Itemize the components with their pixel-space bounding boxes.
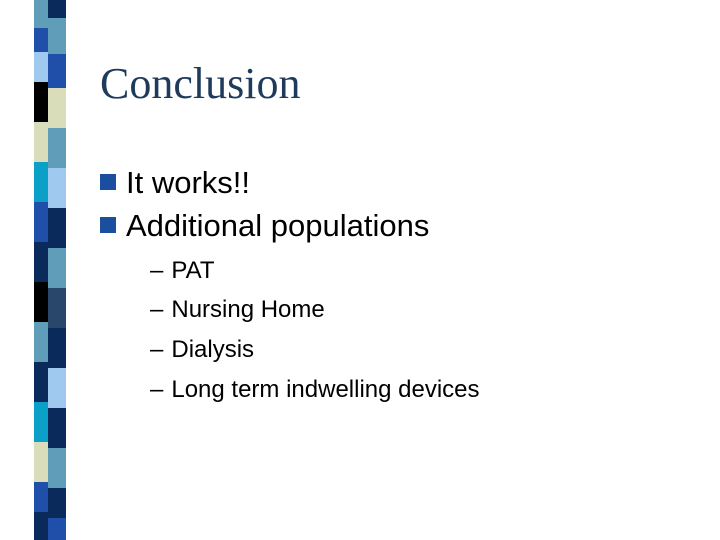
strip-block [48,54,66,88]
strip-block [48,408,66,448]
strip-block [48,168,66,208]
dash-bullet-icon: – [150,296,164,323]
sub-bullet-item [150,295,325,325]
bullet-item [100,208,429,244]
strip-block [34,482,48,512]
strip-block [48,88,66,128]
bullet-item [100,165,250,201]
square-bullet-icon [100,174,116,190]
sub-bullet-text: Nursing Home [171,296,325,323]
strip-block [48,128,66,168]
dash-bullet-icon: – [150,376,164,403]
strip-block [34,162,48,202]
dash-bullet-icon: – [150,257,164,284]
strip-block [48,208,66,248]
sub-bullet-text: Long term indwelling devices [171,376,480,403]
strip-block [48,248,66,288]
strip-block [34,512,48,540]
decorative-side-strip [0,0,70,540]
strip-block [34,0,48,28]
strip-block [48,328,66,368]
strip-block [34,362,48,402]
strip-block [48,288,66,328]
bullet-text: Additional populations [126,208,430,243]
strip-block [34,52,48,82]
bullet-text: It works!! [126,165,251,200]
slide-title: Conclusion [100,59,301,108]
sub-bullet-item [150,335,254,365]
strip-block [34,202,48,242]
strip-block [34,402,48,442]
strip-block [34,82,48,122]
strip-block [48,0,66,18]
strip-block [34,242,48,282]
strip-block [48,518,66,540]
strip-block [34,28,48,52]
strip-block [34,442,48,482]
strip-block [48,18,66,54]
sub-bullet-text: PAT [171,257,215,284]
strip-block [34,122,48,162]
square-bullet-icon [100,217,116,233]
sub-bullet-item [150,375,480,405]
strip-block [48,368,66,408]
dash-bullet-icon: – [150,336,164,363]
sub-bullet-text: Dialysis [171,336,255,363]
strip-block [34,322,48,362]
strip-block [34,282,48,322]
sub-bullet-item [150,256,214,286]
strip-block [48,448,66,488]
strip-block [48,488,66,518]
